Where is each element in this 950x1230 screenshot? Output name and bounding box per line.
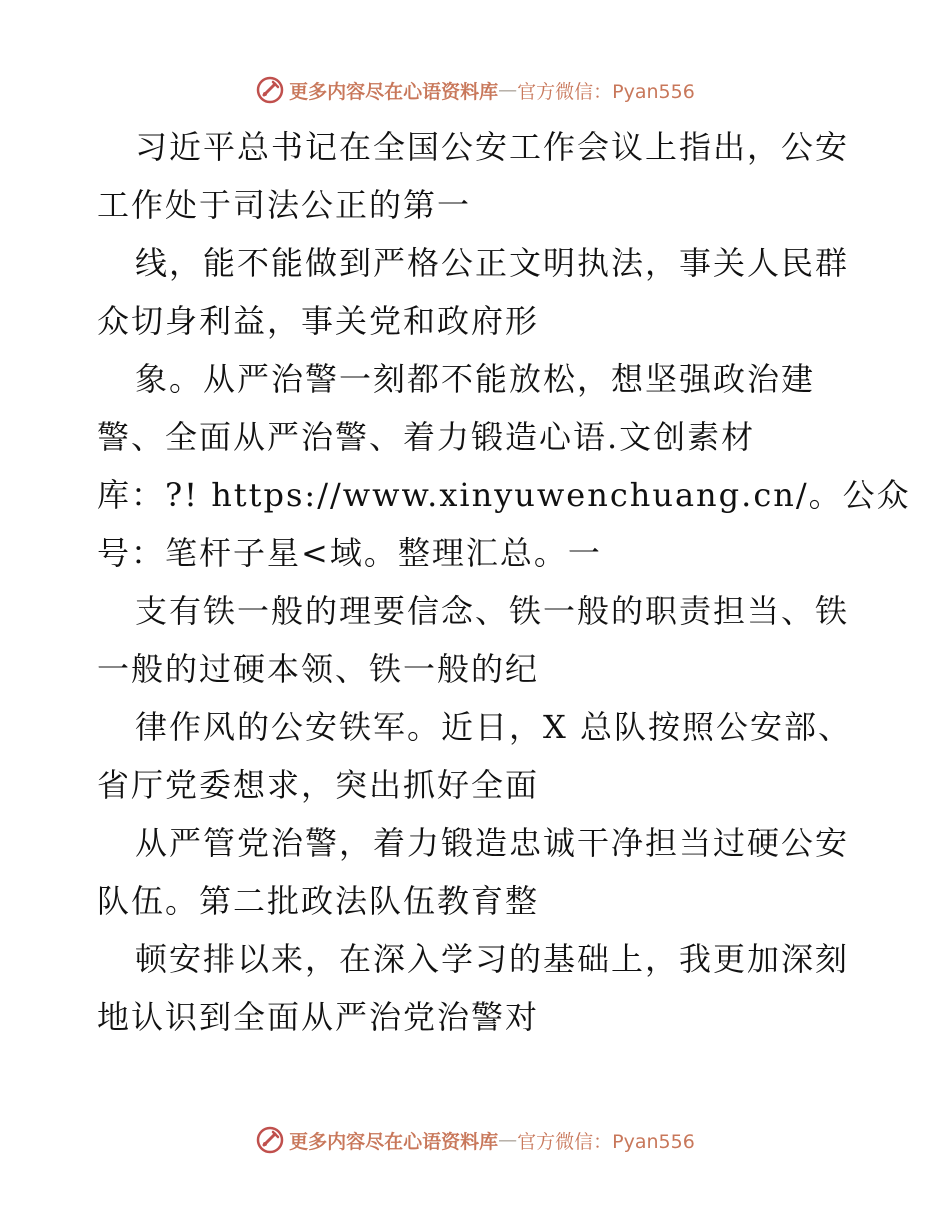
watermark-text: 更多内容尽在心语资料库 (289, 80, 499, 103)
body-line: 习近平总书记在全国公安工作会议上指出，公安 (135, 128, 850, 166)
body-line: 线，能不能做到严格公正文明执法，事关人民群 (135, 244, 850, 282)
watermark-separator: — (498, 79, 518, 101)
body-line: 众切身利益，事关党和政府形 (97, 302, 540, 340)
body-line: 顿安排以来，在深入学习的基础上，我更加深刻 (135, 940, 850, 978)
document-body (97, 118, 911, 1046)
body-line: 库：?! https://www.xinyuwenchuang.cn/。公众 (97, 476, 911, 514)
body-line: 省厅党委想求，突出抓好全面 (97, 766, 540, 804)
footer-watermark (0, 1120, 950, 1160)
body-line: 律作风的公安铁军。近日，X 总队按照公安部、 (135, 708, 852, 746)
body-line: 从严管党治警，着力锻造忠诚干净担当过硬公安 (135, 824, 850, 862)
body-line: 警、全面从严治警、着力锻造心语.文创素材 (97, 418, 756, 456)
watermark-wechat: 官方微信：Pyan556 (517, 80, 695, 103)
header-watermark (0, 70, 950, 110)
brand-logo-icon (255, 1125, 285, 1155)
body-line: 队伍。第二批政法队伍教育整 (97, 882, 540, 920)
watermark-separator: — (498, 1129, 518, 1151)
body-line: 地认识到全面从严治党治警对 (97, 998, 540, 1036)
brand-logo-icon (255, 75, 285, 105)
watermark-wechat: 官方微信：Pyan556 (517, 1130, 695, 1153)
body-line: 号：笔杆子星<域。整理汇总。一 (97, 534, 602, 572)
body-line: 象。从严治警一刻都不能放松，想坚强政治建 (135, 360, 816, 398)
watermark-text: 更多内容尽在心语资料库 (289, 1130, 499, 1153)
body-line: 一般的过硬本领、铁一般的纪 (97, 650, 540, 688)
body-line: 支有铁一般的理要信念、铁一般的职责担当、铁 (135, 592, 850, 630)
body-line: 工作处于司法公正的第一 (97, 186, 472, 224)
